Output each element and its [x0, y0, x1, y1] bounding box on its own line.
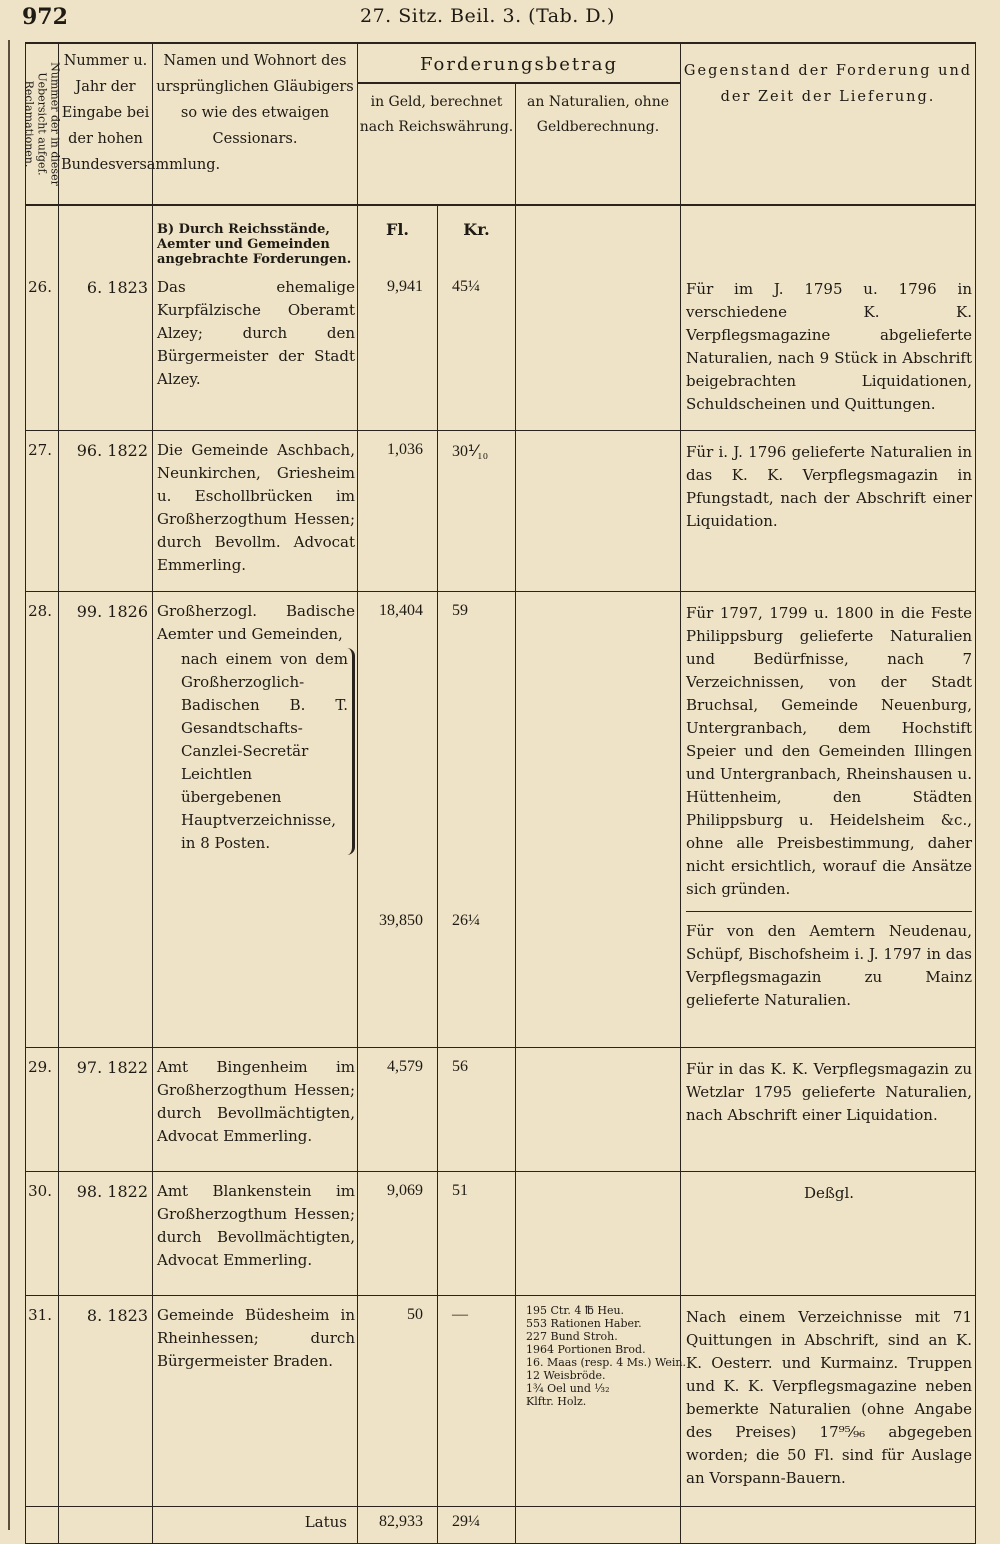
page-number: 972 [22, 4, 68, 30]
row-eingabe: 8. 1823 [59, 1296, 153, 1507]
row-fl: 9,941 [358, 268, 438, 431]
table-row [26, 1048, 976, 1172]
row-naturalien-list [516, 1296, 686, 1507]
row-name: Amt Blankenstein im Großherzogthum Hessen; durch Bevollmächtigten, Advocat Emmerling. [153, 1172, 358, 1296]
naturalien-item: 16. Maas (resp. 4 Ms.) Wein. [526, 1356, 686, 1369]
header-col-name: Namen und Wohnort des ursprünglichen Gläubigers so wie des etwaigen Cessionars. [153, 43, 358, 205]
row-kr: — [438, 1296, 516, 1507]
row-name-cell [153, 592, 358, 1048]
row-gegenstand: Für i. J. 1796 gelieferte Naturalien in das K. K. Verpflegsmagazin in Pfungstadt, nach der Abschrift einer Liquidation. [681, 431, 976, 592]
row-number: 28. [26, 592, 59, 1048]
row-naturalien [516, 268, 681, 431]
table-row [26, 268, 976, 431]
row-gegenstand-cell [681, 592, 976, 1048]
row-gegenstand-2: Für von den Aemtern Neudenau, Schüpf, Bischofsheim i. J. 1797 in das Verpflegsmagazin zu Mainz gelieferte Naturalien. [686, 922, 972, 1009]
latus-row [26, 1507, 976, 1544]
row-eingabe: 97. 1822 [59, 1048, 153, 1172]
running-head: 27. Sitz. Beil. 3. (Tab. D.) [360, 5, 615, 27]
naturalien-item: 1¾ Oel und ⅓₂ [526, 1382, 610, 1395]
page-edge-rule [8, 40, 10, 1530]
header-group-forderungsbetrag: Forderungsbetrag [358, 43, 681, 83]
table-row [26, 431, 976, 592]
row-name: Das ehemalige Kurpfälzische Oberamt Alzey; durch den Bürgermeister der Stadt Alzey. [153, 268, 358, 431]
row-fl: 50 [358, 1296, 438, 1507]
row-fl: 9,069 [358, 1172, 438, 1296]
row-gegenstand: Für 1797, 1799 u. 1800 in die Feste Philippsburg gelieferte Naturalien und Bedürfnisse, nach 7 Verzeichnissen, von der Stadt Bruchsal, Gemeinde Neuenburg, Untergranbach, dem Hochstift Speier und den Gemeinden Illingen und Untergranbach, Rheinshausen u. Hüttenheim, den Städten Philippsburg u. Heidelsheim &c., ohne alle Preisbestimmung, daher nicht ersichtlich, worauf die Ansätze sich gründen. [686, 604, 972, 898]
row-naturalien [516, 592, 681, 1048]
latus-label: Latus [153, 1507, 358, 1544]
row-kr-2: 26¼ [452, 912, 480, 929]
claims-table [22, 42, 976, 1544]
table-row [26, 1172, 976, 1296]
header-col-geld: in Geld, berechnet nach Reichswährung. [358, 83, 516, 205]
naturalien-item: 195 Ctr. 4 ℔ Heu. [526, 1304, 625, 1317]
unit-kr: Kr. [438, 205, 516, 268]
unit-fl: Fl. [358, 205, 438, 268]
latus-fl: 82,933 [358, 1507, 438, 1544]
table-row [26, 592, 976, 1048]
row-name: Die Gemeinde Aschbach, Neunkirchen, Griesheim u. Eschollbrücken im Großherzogthum Hessen; durch Bevollm. Advocat Emmerling. [153, 431, 358, 592]
row-kr: 56 [438, 1048, 516, 1172]
row-number: 31. [26, 1296, 59, 1507]
header-col-eingabe: Nummer u. Jahr der Eingabe bei der hohen Bundesversammlung. [59, 43, 153, 205]
table-row [26, 1296, 976, 1507]
row-eingabe: 96. 1822 [59, 431, 153, 592]
row-gegenstand: Für in das K. K. Verpflegsmagazin zu Wetzlar 1795 gelieferte Naturalien, nach Abschrift einer Liquidation. [681, 1048, 976, 1172]
row-fl-2: 39,850 [379, 912, 423, 929]
row-kr: 30⅟₁₀ [438, 431, 516, 592]
naturalien-item: 1964 Portionen Brod. [526, 1343, 646, 1356]
row-kr: 59 [452, 602, 468, 619]
section-row [26, 205, 976, 268]
row-number: 26. [26, 268, 59, 431]
row-fl: 4,579 [358, 1048, 438, 1172]
row-naturalien [516, 1048, 681, 1172]
row-kr: 45¼ [438, 268, 516, 431]
row-eingabe: 98. 1822 [59, 1172, 153, 1296]
row-gegenstand: Deßgl. [681, 1172, 976, 1296]
row-kr-cell [438, 592, 516, 1048]
naturalien-item: 553 Rationen Haber. [526, 1317, 642, 1330]
row-number: 27. [26, 431, 59, 592]
row-naturalien [516, 431, 681, 592]
row-kr: 51 [438, 1172, 516, 1296]
header-row [26, 43, 976, 83]
row-eingabe: 99. 1826 [59, 592, 153, 1048]
row-fl: 1,036 [358, 431, 438, 592]
header-col-reclamation-nr: Nummer der in dieser Uebersicht aufgef. Reclamationen. [26, 43, 59, 205]
naturalien-item: Klftr. Holz. [526, 1395, 587, 1408]
row-fl: 18,404 [379, 602, 423, 619]
row-eingabe: 6. 1823 [59, 268, 153, 431]
row-gegenstand: Nach einem Verzeichnisse mit 71 Quittungen in Abschrift, sind an K. K. Oesterr. und Kurmainz. Truppen und K. K. Verpflegsmagazine neben bemerkte Naturalien (ohne Angabe des Preises) 17⁹⁵⁄₉₆ abgegeben worden; die 50 Fl. sind für Auslage an Vorspann-Bauern. [681, 1296, 976, 1507]
section-title: B) Durch Reichsstände, Aemter und Gemeinden angebrachte Forderungen. [153, 205, 358, 268]
naturalien-item: 12 Weisbröde. [526, 1369, 606, 1382]
row-gegenstand: Für im J. 1795 u. 1796 in verschiedene K. K. Verpflegsmagazine abgelieferte Naturalien, nach 9 Stück in Abschrift beigebrachten Liquidationen, Schuldscheinen und Quittungen. [681, 268, 976, 431]
page-header [0, 0, 1000, 40]
latus-kr: 29¼ [438, 1507, 516, 1544]
row-naturalien [516, 1172, 681, 1296]
naturalien-item: 227 Bund Stroh. [526, 1330, 618, 1343]
row-name: Gemeinde Büdesheim in Rheinhessen; durch Bürgermeister Braden. [153, 1296, 358, 1507]
row-number: 30. [26, 1172, 59, 1296]
header-col-gegenstand: Gegenstand der Forderung und der Zeit der Lieferung. [681, 43, 976, 205]
row-name: Großherzogl. Badische Aemter und Gemeinden, [157, 602, 355, 643]
row-fl-cell [358, 592, 438, 1048]
row-number: 29. [26, 1048, 59, 1172]
row-name-note: nach einem von dem Großherzoglich-Badischen B. T. Gesandtschafts-Canzlei-Secretär Leichtlen übergebenen Hauptverzeichnisse, in 8 Posten. [181, 648, 355, 855]
header-col-naturalien: an Naturalien, ohne Geldberechnung. [516, 83, 681, 205]
row-name: Amt Bingenheim im Großherzogthum Hessen; durch Bevollmächtigten, Advocat Emmerling. [153, 1048, 358, 1172]
